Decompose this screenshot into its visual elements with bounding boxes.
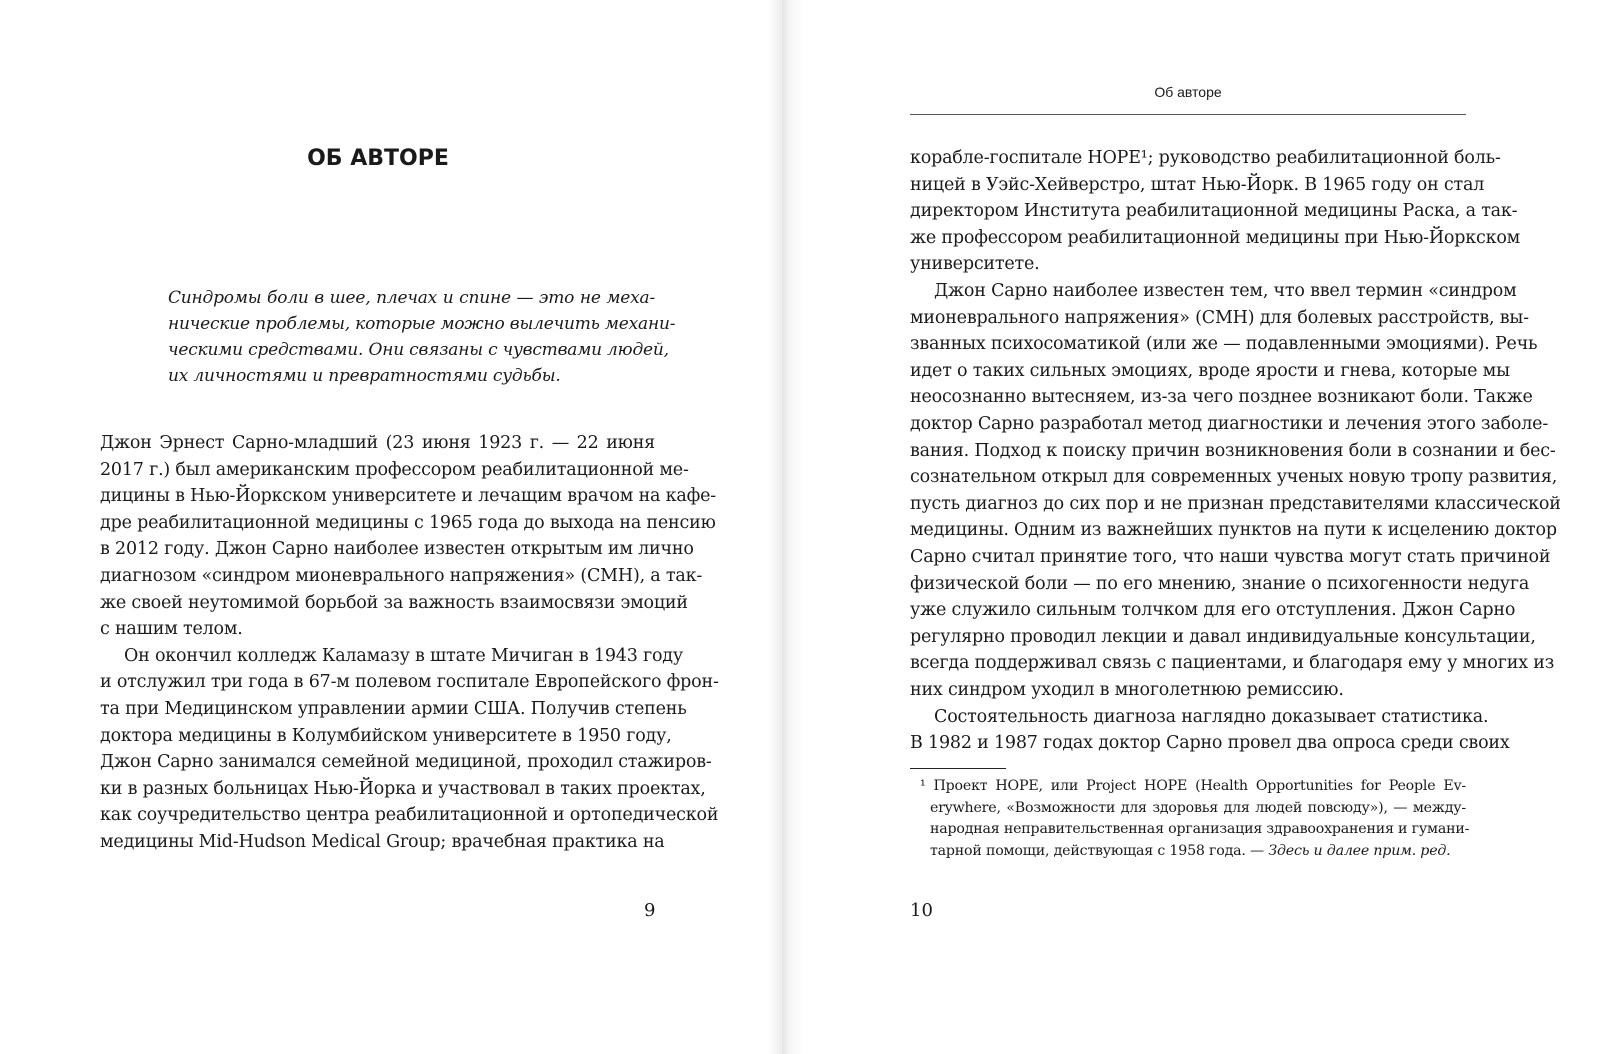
text-line: мионеврального напряжения» (СМН) для болевых расстройств, вы-: [910, 307, 1529, 328]
footnote-line: ¹ Проект HOPE, или Project HOPE (Health Opportunities for People Ev-: [920, 778, 1466, 794]
text-line: них синдром уходил в многолетнюю ремиссию.: [910, 680, 1344, 700]
text-line: званных психосоматикой (или же — подавленными эмоциями). Речь: [910, 334, 1538, 355]
text-line: Сарно считал принятие того, что наши чувства могут стать причиной: [910, 547, 1551, 567]
left-page: [0, 0, 782, 1054]
footnote-line: [930, 840, 1466, 862]
text-line: дре реабилитационной медицины с 1965 года до выхода на пенсию: [100, 512, 716, 533]
epigraph-line: их личностями и превратностями судьбы.: [168, 366, 561, 386]
editor-note: — Здесь и далее прим. ред.: [1250, 843, 1451, 860]
text-line: пусть диагноз до сих пор и не признан представителями классической: [910, 493, 1561, 514]
text-line: медицины. Одним из важнейших пунктов на пути к исцелению доктор: [910, 520, 1557, 541]
text-line: же своей неутомимой борьбой за важность взаимосвязи эмоций: [100, 592, 688, 613]
footnote-text: тарной помощи, действующая с 1958 года.: [930, 843, 1251, 860]
text-line: директором Института реабилитационной медицины Раска, а так-: [910, 201, 1518, 222]
text-line: и отслужил три года в 67-м полевом госпитале Европейского фрон-: [100, 672, 719, 693]
footnote-line: erywhere, «Возможности для здоровья для людей повсюду»), — между-: [930, 799, 1466, 816]
right-page: [782, 0, 1600, 1054]
text-line: 2017 г.) был американским профессором реабилитационной ме-: [100, 459, 689, 480]
epigraph-line: ческими средствами. Они связаны с чувствами людей,: [168, 340, 669, 360]
text-line: же профессором реабилитационной медицины при Нью-Йоркском: [910, 227, 1521, 248]
text-line: доктора медицины в Колумбийском университете в 1950 году,: [100, 725, 672, 746]
text-line: В 1982 и 1987 годах доктор Сарно провел два опроса среди своих: [910, 733, 1510, 754]
text-line: ки в разных больницах Нью-Йорка и участвовал в таких проектах,: [100, 778, 706, 799]
page-number: 9: [644, 900, 656, 921]
page-number: 10: [910, 900, 933, 921]
text-line: медицины Mid-Hudson Medical Group; врачебная практика на: [100, 832, 665, 852]
text-line: физической боли — по его мнению, знание о психогенности недуга: [910, 573, 1530, 594]
text-line: доктор Сарно разработал метод диагностики и лечения этого заболе-: [910, 414, 1549, 434]
text-line: дицины в Нью-Йоркском университете и лечащим врачом на кафе-: [100, 486, 716, 507]
text-line: университете.: [910, 254, 1040, 275]
text-line: корабле-госпитале HOPE¹; руководство реабилитационной боль-: [910, 148, 1501, 168]
footnote-rule: [910, 768, 1006, 769]
text-line: идет о таких сильных эмоциях, вроде ярости и гнева, которые мы: [910, 360, 1510, 381]
text-line: неосознанно вытесняем, из-за чего позднее возникают боли. Также: [910, 387, 1533, 408]
text-line: Джон Сарно наиболее известен тем, что ввел термин «синдром: [934, 281, 1517, 301]
text-line: Джон Сарно занимался семейной медициной, проходил стажиров-: [100, 752, 712, 773]
header-rule: [910, 114, 1466, 115]
running-header: Об авторе: [1154, 84, 1222, 100]
text-line: Состоятельность диагноза наглядно доказывает статистика.: [934, 706, 1489, 727]
text-line: с нашим телом.: [100, 619, 243, 640]
text-line: та при Медицинском управлении армии США. Получив степень: [100, 699, 687, 719]
epigraph-line: нические проблемы, которые можно вылечить механи-: [168, 314, 676, 334]
chapter-title: ОБ АВТОРЕ: [307, 146, 449, 171]
text-line: ницей в Уэйс-Хейверстро, штат Нью-Йорк. В 1965 году он стал: [910, 174, 1485, 195]
text-line: вания. Подход к поиску причин возникновения боли в сознании и бес-: [910, 440, 1556, 461]
text-line: регулярно проводил лекции и давал индивидуальные консультации,: [910, 626, 1536, 647]
text-line: в 2012 году. Джон Сарно наиболее известен открытым им лично: [100, 539, 694, 560]
text-line: уже служило сильным толчком для его отступления. Джон Сарно: [910, 600, 1516, 621]
text-line: сознательном открыл для современных ученых новую тропу развития,: [910, 467, 1558, 488]
text-line: всегда поддерживал связь с пациентами, и благодаря ему у многих из: [910, 653, 1555, 674]
footnote-line: народная неправительственная организация здравоохранения и гумани-: [930, 821, 1470, 838]
text-line: как соучредительство центра реабилитационной и ортопедической: [100, 805, 719, 826]
epigraph-line: Синдромы боли в шее, плечах и спине — это не меха-: [168, 288, 655, 308]
text-line: Джон Эрнест Сарно-младший (23 июня 1923 г. — 22 июня: [100, 433, 655, 453]
text-line: Он окончил колледж Каламазу в штате Мичиган в 1943 году: [124, 645, 683, 666]
text-line: диагнозом «синдром мионеврального напряжения» (СМН), а так-: [100, 566, 703, 586]
